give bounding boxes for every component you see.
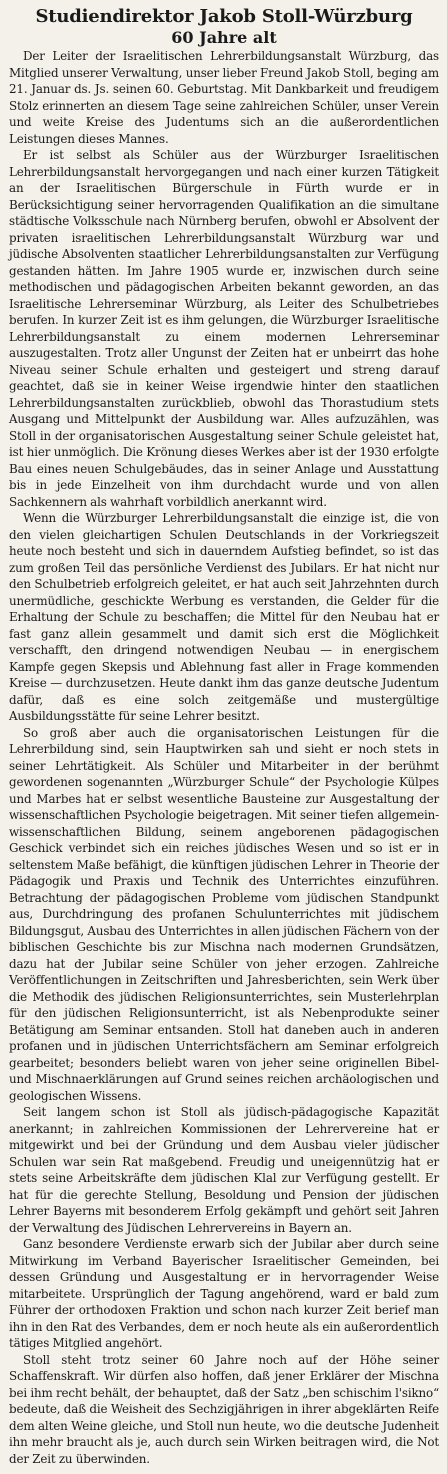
article-title: Studiendirektor Jakob Stoll-Würzburg [35,6,413,27]
article-paragraph: Stoll steht trotz seiner 60 Jahre noch auf der Höhe seiner Schaffenskraft. Wir dürfen also hoffen, daß jener Erklärer der Mischna bei ihm recht behält, der behauptet, daß der Satz „ben schischim l'sikno“ bedeute, daß die Weisheit des Sechzigjährigen in ihrer abgeklärten Reife dem alten Weine gleiche, und Stoll nun heute, wo die deutsche Judenheit ihn mehr braucht als je, auch durch sein Wirken beitragen wird, die Not der Zeit zu überwinden. [9,1352,439,1466]
article-paragraph: Wenn die Würzburger Lehrerbildungsanstalt die einzige ist, die von den vielen gleichartigen Schulen Deutschlands in der Vorkriegszeit heute noch besteht und sich in dauerndem Aufstieg befindet, so ist das zum großen Teil das persönliche Verdienst des Jubilars. Er hat nicht nur den Schulbetrieb erfolgreich geleitet, er hat auch seit Jahrzehnten durch unermüdliche, geschickte Werbung es verstanden, die Gelder für die Erhaltung der Schule zu beschaffen; die Mittel für den Neubau hat er fast ganz allein gesammelt und damit sich erst die Möglichkeit verschafft, den dringend notwendigen Neubau — in energischem Kampfe gegen Skepsis und Ablehnung fast aller in Frage kommenden Kreise — durchzusetzen. Heute dankt ihm das ganze deutsche Judentum dafür, daß es eine solch zeitgemäße und mustergültige Ausbildungsstätte für seine Lehrer besitzt. [9,511,439,723]
article-paragraph: Der Leiter der Israelitischen Lehrerbildungsanstalt Würzburg, das Mitglied unserer Verwaltung, unser lieber Freund Jakob Stoll, beging am 21. Januar ds. Js. seinen 60. Geburtstag. Mit Dankbarkeit und freudigem Stolz erinnerten an diesem Tage seine zahlreichen Schüler, unser Verein und weite Kreise des Judentums sich an die außerordentlichen Leistungen dieses Mannes. [9,49,439,146]
article-body [9,48,439,1467]
article-paragraph: So groß aber auch die organisatorischen Leistungen für die Lehrerbildung sind, sein Hauptwirken sah und sieht er noch stets in seiner Lehrtätigkeit. Als Schüler und Mitarbeiter in der berühmt gewordenen sogenannten „Würzburger Schule“ der Psychologie Külpes und Marbes hat er selbst wesentliche Bausteine zur Ausgestaltung der wissenschaftlichen Psychologie beigetragen. Mit seiner tiefen allgemein-wissenschaftlichen Bildung, seinem angeborenen pädagogischen Geschick verbindet sich ein reiches jüdisches Wesen und so ist er in seltenstem Maße befähigt, die künftigen jüdischen Lehrer in Theorie der Pädagogik und Praxis und Technik des Unterrichtes einzuführen. Betrachtung der pädagogischen Probleme vom jüdischen Standpunkt aus, Durchdringung des profanen Schulunterrichtes mit jüdischem Bildungsgut, Ausbau des Unterrichtes in allen jüdischen Fächern von der biblischen Geschichte bis zur Mischna nach modernen Grundsätzen, dazu hat der Jubilar seine Schüler von jeher erzogen. Zahlreiche Veröffentlichungen in Zeitschriften und Jahresberichten, sein Werk über die Methodik des jüdischen Religionsunterrichtes, sein Musterlehrplan für den jüdischen Religionsunterricht, ist als Nebenprodukte seiner Betätigung am Seminar entsanden. Stoll hat daneben auch in anderen profanen und in jüdischen Unterrichtsfächern am Seminar erfolgreich gearbeitet; besonders beliebt waren von jeher seine originellen Bibel- und Mischnaerklärungen auf Grund seines reichen archäologischen und geologischen Wissens. [9,725,439,1103]
article-paragraph: Er ist selbst als Schüler aus der Würzburger Israelitischen Lehrerbildungsanstalt hervorgegangen und nach einer kurzen Tätigkeit an der Israelitischen Bürgerschule in Fürth wurde er in Berücksichtigung seiner hervorragenden Qualifikation an die simultane städtische Volksschule nach Nürnberg berufen, obwohl er Absolvent der privaten israelitischen Lehrerbildungsanstalt Würzburg war und jüdische Absolventen staatlicher Lehrerbildungsanstalten zur Verfügung gestanden hätten. Im Jahre 1905 wurde er, inzwischen durch seine methodischen und pädagogischen Arbeiten bekannt geworden, an das Israelitische Lehrerseminar Würzburg, als Leiter des Schulbetriebes berufen. In kurzer Zeit ist es ihm gelungen, die Würzburger Israelitische Lehrerbildungsanstalt zu einem modernen Lehrerseminar auszugestalten. Trotz aller Ungunst der Zeiten hat er unbeirrt das hohe Niveau seiner Schule erhalten und gesteigert und streng darauf geachtet, daß sie in keiner Weise irgendwie hinter den staatlichen Lehrerbildungsanstalten zurückblieb, obwohl das Thorastudium stets Ausgang und Mittelpunkt der Ausbildung war. Alles aufzuzählen, was Stoll in der organisatorischen Ausgestaltung seiner Schule geleistet hat, ist hier unmöglich. Die Krönung dieses Werkes aber ist der 1930 erfolgte Bau eines neuen Schulgebäudes, das in seiner Anlage und Ausstattung bis in jede Einzelheit von ihm durchdacht wurde und von allen Sachkennern als wahrhaft vorbildlich anerkannt wird. [9,148,439,509]
article-paragraph: Ganz besondere Verdienste erwarb sich der Jubilar aber durch seine Mitwirkung im Verband Bayerischer Israelitischer Gemeinden, bei dessen Gründung und Ausgestaltung er in hervorragender Weise mitarbeitete. Ursprünglich der Tagung angehörend, ward er bald zum Führer der orthodoxen Fraktion und schon nach kurzer Zeit berief man ihn in den Rat des Verbandes, dem er noch heute als ein außerordentlich tätiges Mitglied angehört. [9,1237,439,1350]
article-subtitle: 60 Jahre alt [171,28,277,47]
article-paragraph: Seit langem schon ist Stoll als jüdisch-pädagogische Kapazität anerkannt; in zahlreichen Kommissionen der Lehrervereine hat er mitgewirkt und bei der Gründung und dem Ausbau vieler jüdischer Schulen war sein Rat maßgebend. Freudig und uneigennützig hat er stets seine Arbeitskräfte dem jüdischen Klal zur Verfügung gestellt. Er hat für die gerechte Stellung, Besoldung und Pension der jüdischen Lehrer Bayerns mit besonderem Erfolg gekämpft und gehört seit Jahren der Verwaltung des Jüdischen Lehrervereins in Bayern an. [9,1105,439,1235]
